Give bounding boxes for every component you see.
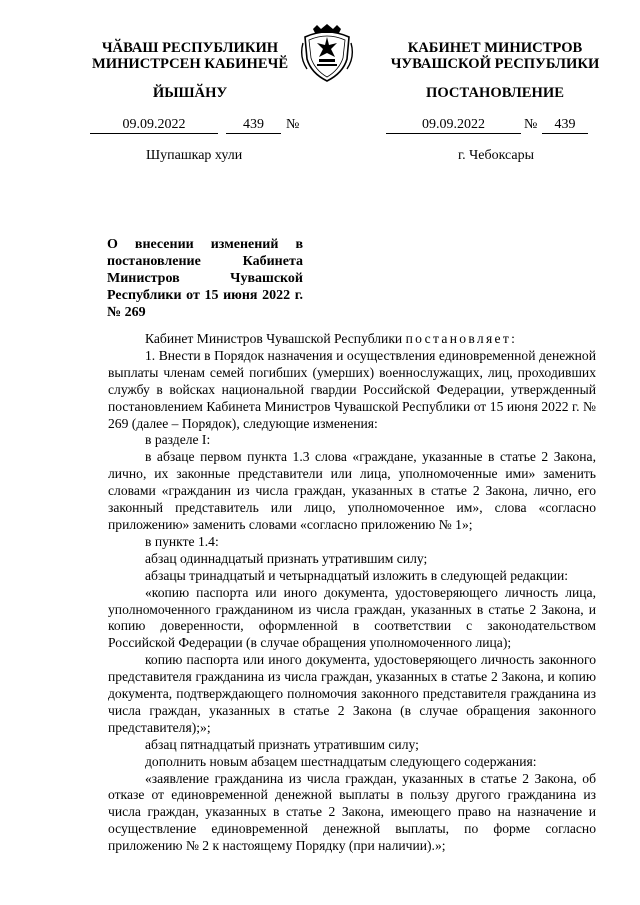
date-left: 09.09.2022 xyxy=(90,117,218,134)
preamble-spaced: постановляет: xyxy=(405,331,518,346)
header-right-line2: ЧУВАШСКОЙ РЕСПУБЛИКИ xyxy=(390,56,600,72)
paragraph: копию паспорта или иного документа, удостоверяющего личность законного представителя гражданина из числа граждан, указанных в статье 2 Закона, и копию документа, подтверждающего полномочия законного представителя гражданина из числа граждан, указанных в статье 2 Закона (в случае обращения законного представителя);»; xyxy=(108,652,596,735)
preamble xyxy=(108,331,596,348)
paragraph: в пункте 1.4: xyxy=(145,533,219,549)
header-left-line1: ЧӐВАШ РЕСПУБЛИКИН xyxy=(101,40,279,56)
header-right xyxy=(370,40,620,72)
header-left xyxy=(60,40,320,72)
preamble-text: Кабинет Министров Чувашской Республики xyxy=(145,331,406,346)
number-left: 439 xyxy=(226,117,281,134)
number-sign-left: № xyxy=(286,117,300,132)
paragraph: «заявление гражданина из числа граждан, указанных в статье 2 Закона, об отказе от единовременной денежной выплаты в пользу другого гражданина из числа граждан, указанных в статье 2 Закона, имеющего право на назначение и осуществление единовременной денежной выплаты, по форме согласно приложению № 2 к настоящему Порядку (при наличии).»; xyxy=(108,770,596,854)
header-right-line1: КАБИНЕТ МИНИСТРОВ xyxy=(407,40,583,56)
paragraph: «копию паспорта или иного документа, удостоверяющего личность лица, уполномоченного гражданином из числа граждан, указанных в статье 2 Закона, и копию доверенности, оформленной в соответствии с законодательством Российской Федерации (в случае обращения уполномоченного лица); xyxy=(108,584,596,651)
paragraph: в абзаце первом пункта 1.3 слова «граждане, указанные в статье 2 Закона, лично, их законные представители или лица, уполномоченные ими» заменить словами «гражданин из числа граждан, указанных в статье 2 Закона, лично, его законный представитель или лицо, уполномоченное им», слова «согласно приложению» заменить словами «согласно приложению № 1»; xyxy=(108,449,596,532)
chuvash-emblem-icon xyxy=(299,23,355,83)
document-body xyxy=(108,331,596,855)
paragraph: 1. Внести в Порядок назначения и осуществления единовременной денежной выплаты членам семей погибших (умерших) военнослужащих, лиц, проходивших службу в войсках национальной гвардии Российской Федерации, утвержденный постановлением Кабинета Министров Чувашской Республики от 15 июня 2022 г. № 269 (далее – Порядок), следующие изменения: xyxy=(108,347,596,431)
paragraph: в разделе I: xyxy=(145,432,211,448)
header-left-line2: МИНИСТРСЕН КАБИНЕЧӖ xyxy=(91,56,289,72)
number-sign-right: № xyxy=(524,117,538,132)
city-right: г. Чебоксары xyxy=(458,148,535,163)
city-left: Шупашкар хули xyxy=(146,148,243,163)
document-subject: О внесении изменений в постановление Кабинета Министров Чувашской Республики от 15 июня 2022 г. № 269 xyxy=(107,237,303,320)
date-right: 09.09.2022 xyxy=(386,117,521,134)
number-right: 439 xyxy=(542,117,588,134)
paragraph: абзацы тринадцатый и четырнадцатый изложить в следующей редакции: xyxy=(145,567,569,583)
header-left-title: ЙЫШӐНУ xyxy=(152,85,228,101)
paragraph: абзац пятнадцатый признать утратившим силу; xyxy=(145,736,419,752)
paragraph: абзац одиннадцатый признать утратившим силу; xyxy=(145,550,428,566)
header-right-title: ПОСТАНОВЛЕНИЕ xyxy=(426,85,564,101)
paragraph: дополнить новым абзацем шестнадцатым следующего содержания: xyxy=(145,753,537,769)
